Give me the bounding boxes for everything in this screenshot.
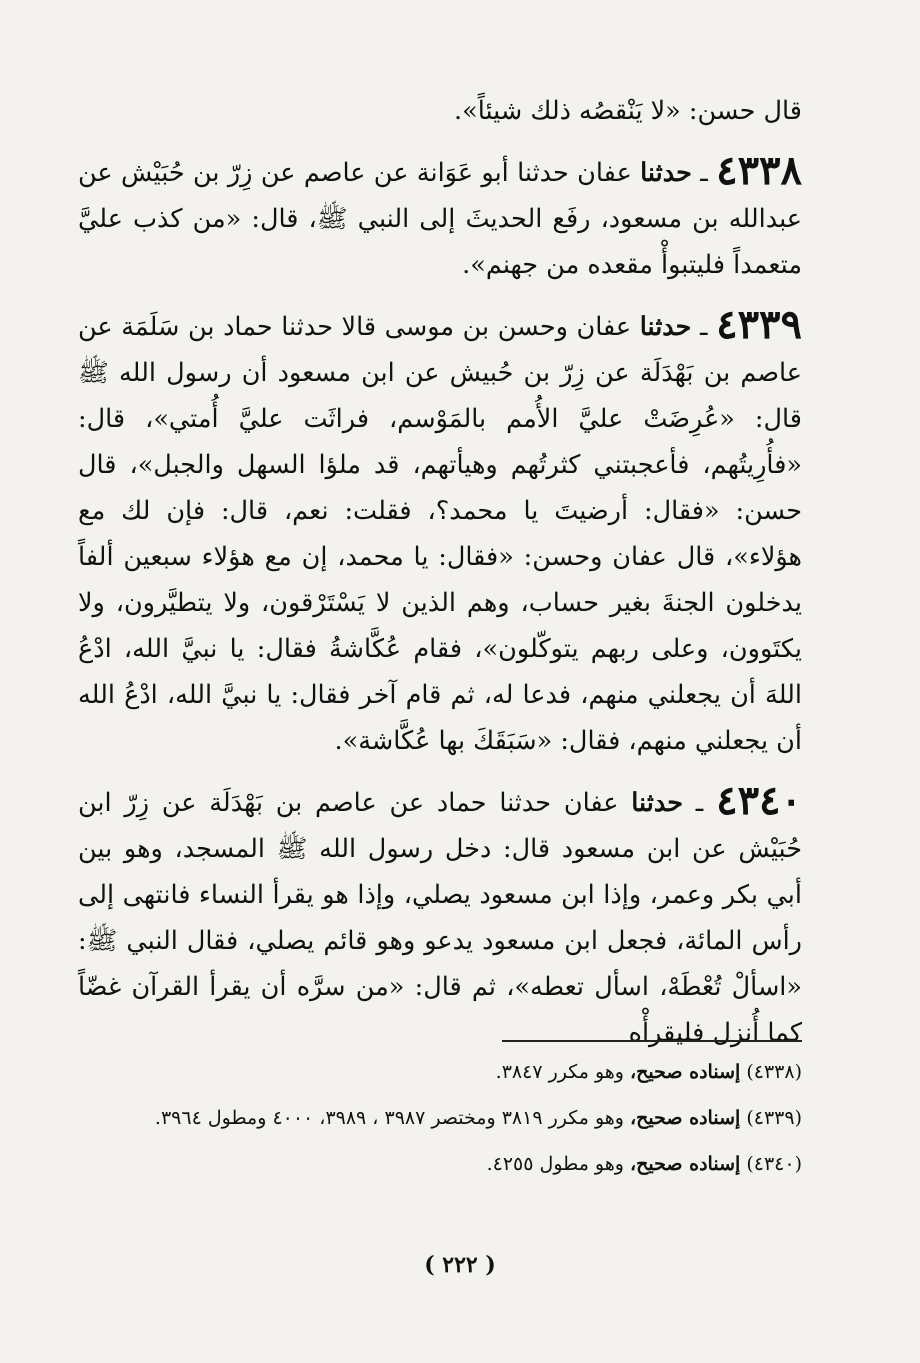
page-number: ( ٢٢٢ )	[424, 1252, 496, 1278]
hadith-number: ٤٣٣٩	[716, 301, 803, 348]
footnote-ref: (٤٣٣٨)	[746, 1061, 802, 1083]
footnote	[78, 1098, 802, 1138]
hadith-text: عفان حدثنا أبو عَوَانة عن عاصم عن زِرّ بن حُبَيْش عن عبدالله بن مسعود، رفَع الحديثَ إلى النبي ﷺ، قال: «من كذب عليَّ متعمداً فليتبوأْ مقعده من جهنم».	[78, 158, 802, 280]
hadith-text: عفان حدثنا حماد عن عاصم بن بَهْدَلَة عن زِرّ ابن حُبَيْش عن ابن مسعود قال: دخل رسول الله ﷺ المسجد، وهو بين أبي بكر وعمر، وإذا ابن مسعود يصلي، وإذا هو يقرأ النساء فانتهى إلى رأس المائة، فجعل ابن مسعود يدعو وهو قائم يصلي، فقال النبي ﷺ: «اسألْ تُعْطَهْ، اسأل تعطه»، ثم قال: «من سرَّه أن يقرأ القرآن غضّاً كما أُنزل فليقرأْه	[78, 788, 802, 1048]
footnote-ref: (٤٣٤٠)	[746, 1153, 802, 1175]
continuation-line: قال حسن: «لا يَنْقصُه ذلك شيئاً».	[454, 96, 802, 126]
hadith-4338	[78, 148, 802, 288]
footnote-grade: إسناده صحيح،	[630, 1153, 741, 1175]
footnote-grade: إسناده صحيح،	[630, 1107, 741, 1129]
footnote-note: وهو مكرر ٣٨٤٧.	[495, 1061, 624, 1083]
hadith-lead: حدثنا	[639, 312, 692, 342]
footnote-ref: (٤٣٣٩)	[746, 1107, 802, 1129]
footnote	[78, 1052, 802, 1092]
dash: ـ	[691, 158, 708, 188]
hadith-4340	[78, 778, 802, 1056]
hadith-number: ٤٣٣٨	[716, 147, 803, 194]
hadith-lead: حدثنا	[640, 158, 692, 188]
footnote-grade: إسناده صحيح،	[630, 1061, 741, 1083]
hadith-number: ٤٣٤٠	[716, 777, 803, 824]
main-text	[78, 88, 802, 1056]
hadith-lead: حدثنا	[631, 788, 683, 818]
footnote-note: وهو مكرر ٣٨١٩ ومختصر ٣٩٨٧ ، ٣٩٨٩، ٤٠٠٠ ومطول ٣٩٦٤.	[154, 1107, 624, 1129]
footnote-separator	[502, 1040, 802, 1042]
dash: ـ	[691, 312, 708, 342]
footnotes	[78, 1052, 802, 1190]
footnote	[78, 1144, 802, 1184]
footnote-note: وهو مطول ٤٢٥٥.	[486, 1153, 624, 1175]
dash: ـ	[682, 788, 704, 818]
hadith-text: عفان وحسن بن موسى قالا حدثنا حماد بن سَلَمَة عن عاصم بن بَهْدَلَة عن زِرّ بن حُبيش عن ابن مسعود أن رسول الله ﷺ قال: «عُرِضَتْ عليَّ الأُمم بالمَوْسم، فراثَت عليَّ أُمتي»، قال: «فأُرِيتُهم، فأعجبتني كثرتُهم وهيأتهم، قد ملؤا السهل والجبل»، قال حسن: «فقال: أرضيتَ يا محمد؟، فقلت: نعم، قال: فإن لك مع هؤلاء»، قال عفان وحسن: «فقال: يا محمد، إن مع هؤلاء سبعين ألفاً يدخلون الجنةَ بغير حساب، وهم الذين لا يَسْتَرْقون، ولا يتطيَّرون، ولا يكتَوون، وعلى ربهم يتوكّلون»، فقام عُكَّاشةُ فقال: يا نبيَّ الله، ادْعُ اللهَ أن يجعلني منهم، فدعا له، ثم قام آخر فقال: يا نبيَّ الله، ادْعُ الله أن يجعلني منهم، فقال: «سَبَقَكَ بها عُكَّاشة».	[78, 312, 802, 756]
hadith-4339	[78, 302, 802, 764]
